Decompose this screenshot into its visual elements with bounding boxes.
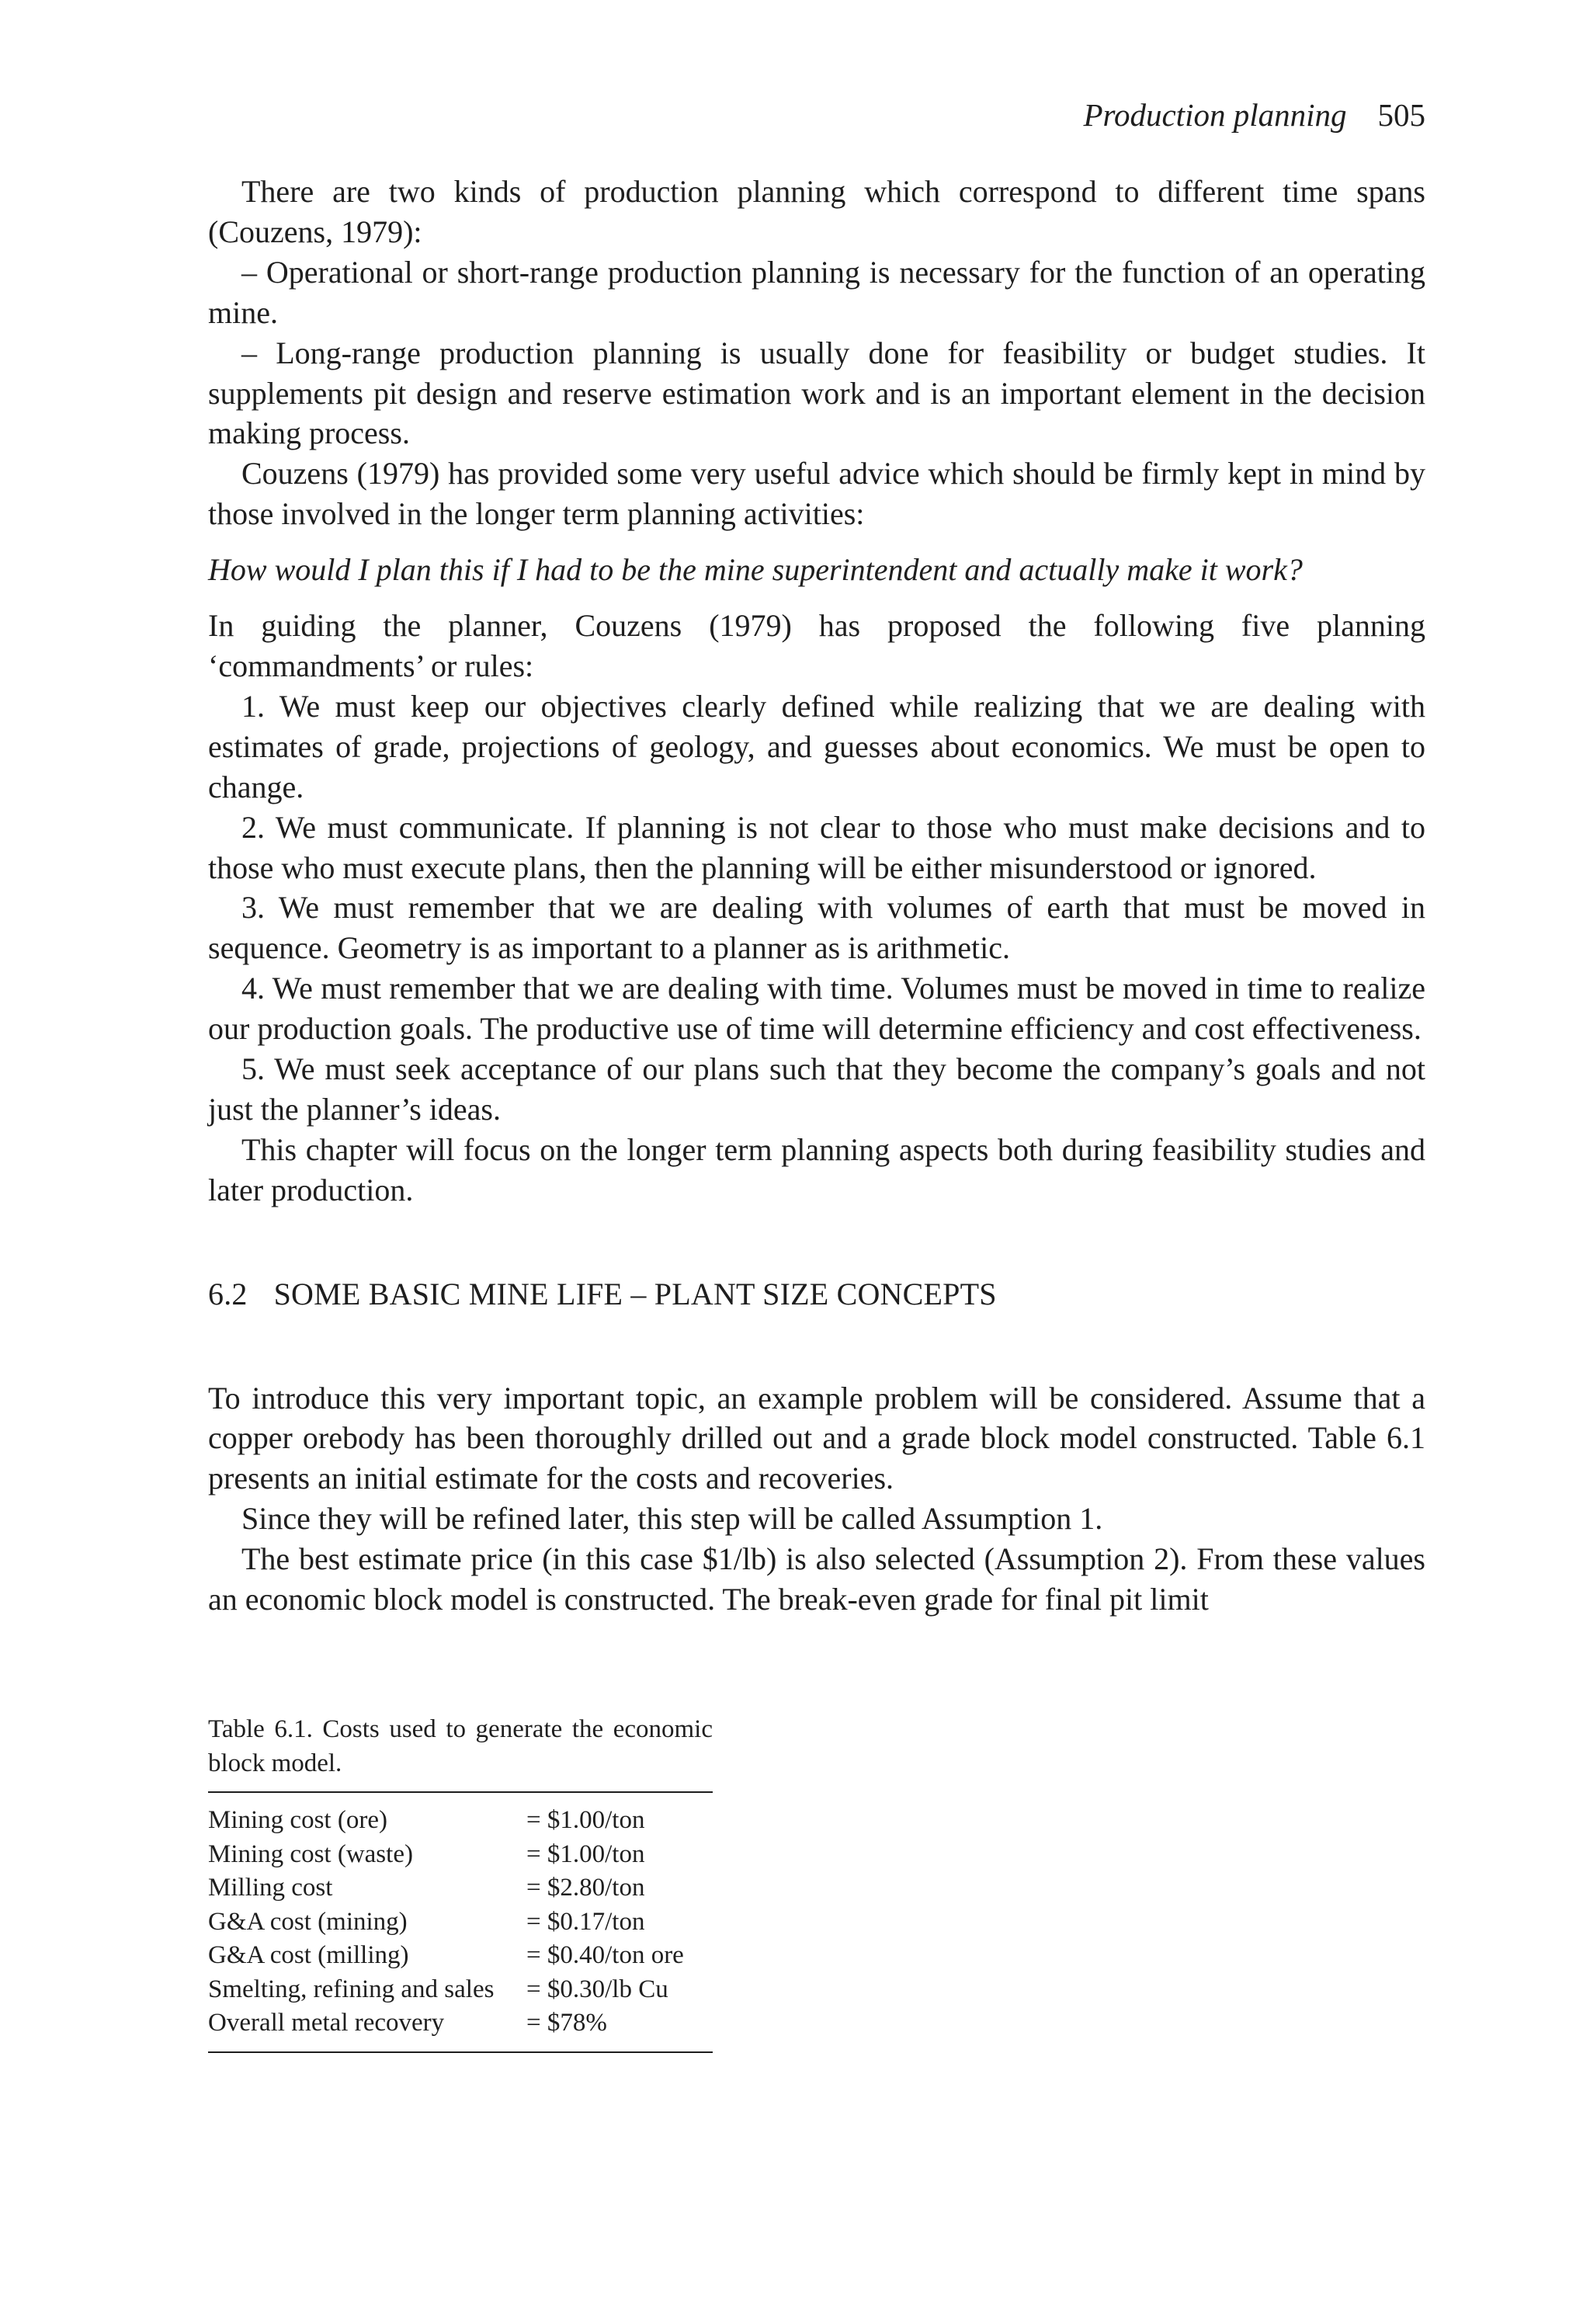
table-row	[208, 1838, 684, 1872]
section-title: SOME BASIC MINE LIFE – PLANT SIZE CONCEPTS	[273, 1276, 997, 1311]
paragraph: This chapter will focus on the longer term planning aspects both during feasibility studies and later production.	[208, 1131, 1425, 1207]
table-bottom-rule	[208, 2051, 713, 2053]
cost-table	[208, 1804, 684, 2041]
paragraph: In guiding the planner, Couzens (1979) has proposed the following five planning ‘commandments’ or rules:	[208, 608, 1425, 683]
quotation: How would I plan this if I had to be the mine superintendent and actually make it work?	[208, 552, 1303, 588]
cost-value: = $2.80/ton	[526, 1874, 645, 1902]
paragraph: – Operational or short-range production planning is necessary for the function of an operating mine.	[208, 254, 1425, 330]
cost-item: Overall metal recovery	[208, 2009, 445, 2037]
cost-item: G&A cost (mining)	[208, 1907, 408, 1936]
cost-item: Mining cost (ore)	[208, 1806, 387, 1834]
table-row	[208, 1804, 684, 1838]
running-head-title: Production planning	[1083, 97, 1347, 133]
body-text	[208, 172, 1425, 1620]
list-item: 4. We must remember that we are dealing with time. Volumes must be moved in time to realize our production goals. The productive use of time will determine efficiency and cost effectiveness.	[208, 971, 1425, 1047]
list-item: 5. We must seek acceptance of our plans such that they become the company’s goals and not just the planner’s ideas.	[208, 1051, 1425, 1127]
paragraph: Couzens (1979) has provided some very useful advice which should be firmly kept in mind by those involved in the longer term planning activities:	[208, 456, 1425, 532]
table-row	[208, 2006, 684, 2041]
table-caption: Table 6.1. Costs used to generate the economic block model.	[208, 1715, 713, 1777]
table-row	[208, 1973, 684, 2007]
paragraph: – Long-range production planning is usually done for feasibility or budget studies. It supplements pit design and reserve estimation work and is an important element in the decision making process.	[208, 335, 1425, 451]
cost-value: = $0.40/ton ore	[526, 1941, 684, 1969]
section-number: 6.2	[208, 1276, 248, 1311]
table-top-rule	[208, 1791, 713, 1793]
cost-value: = $1.00/ton	[526, 1839, 645, 1868]
list-item: 3. We must remember that we are dealing with volumes of earth that must be moved in sequence. Geometry is as important to a planner as is arithmetic.	[208, 890, 1425, 966]
running-head	[1084, 92, 1426, 138]
table-row	[208, 1939, 684, 1973]
cost-item: G&A cost (milling)	[208, 1941, 409, 1969]
cost-value: = $78%	[526, 2009, 607, 2037]
paragraph: To introduce this very important topic, an example problem will be considered. Assume that a copper orebody has been thoroughly drilled out and a grade block model constructed. Table 6.1 presents an initial estimate for the costs and recoveries.	[208, 1380, 1425, 1496]
cost-value: = $0.30/lb Cu	[526, 1975, 668, 2003]
section-heading	[208, 1274, 1425, 1315]
cost-item: Milling cost	[208, 1874, 333, 1902]
list-item: 1. We must keep our objectives clearly defined while realizing that we are dealing with estimates of grade, projections of geology, and guesses about economics. We must be open to change.	[208, 688, 1425, 804]
cost-value: = $1.00/ton	[526, 1806, 645, 1834]
list-item: 2. We must communicate. If planning is not clear to those who must make decisions and to those who must execute plans, then the planning will be either misunderstood or ignored.	[208, 809, 1425, 885]
table-row	[208, 1905, 684, 1940]
paragraph: The best estimate price (in this case $1/lb) is also selected (Assumption 2). From these values an economic block model is constructed. The break-even grade for final pit limit	[208, 1541, 1425, 1617]
page-number: 505	[1377, 97, 1425, 133]
cost-value: = $0.17/ton	[526, 1907, 645, 1936]
cost-item: Smelting, refining and sales	[208, 1975, 495, 2003]
paragraph: Since they will be refined later, this step will be called Assumption 1.	[241, 1501, 1103, 1537]
cost-item: Mining cost (waste)	[208, 1839, 413, 1868]
table-row	[208, 1871, 684, 1905]
paragraph: There are two kinds of production planning which correspond to different time spans (Couzens, 1979):	[208, 174, 1425, 249]
table-6-1	[208, 1712, 713, 2053]
